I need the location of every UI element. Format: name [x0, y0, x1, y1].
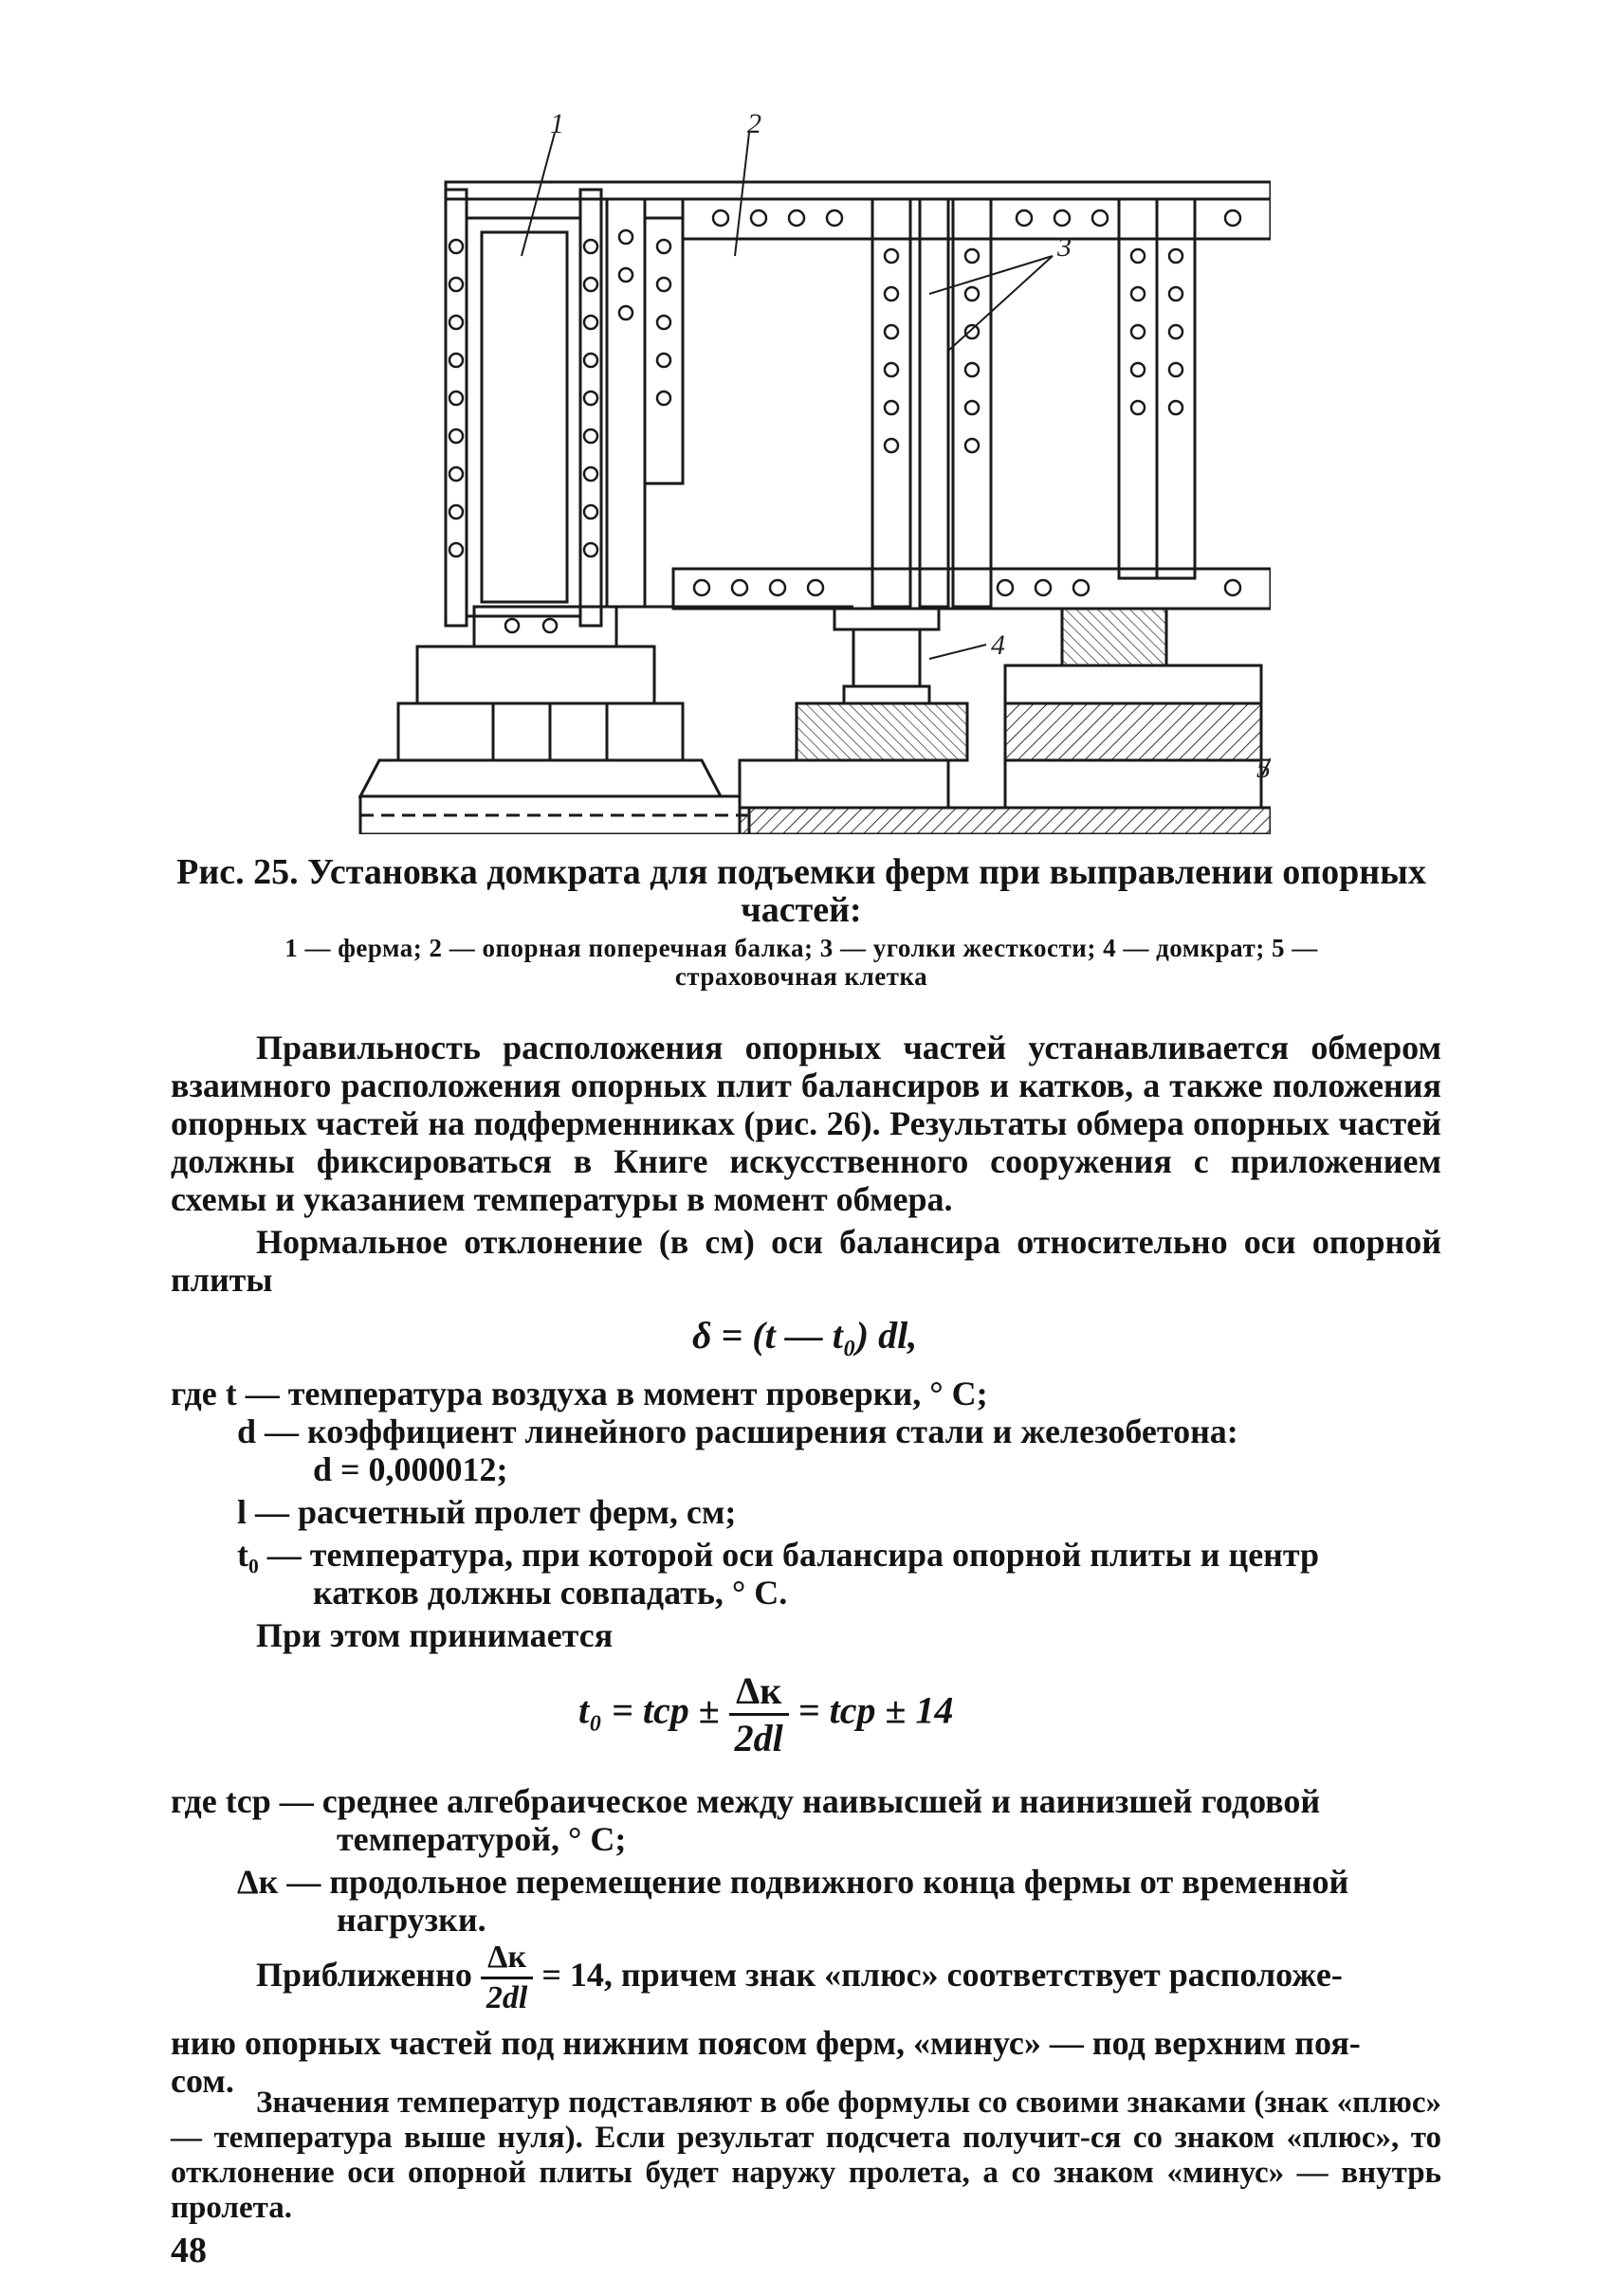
figure-label-2: 2	[747, 114, 761, 139]
formula-t0	[578, 1668, 953, 1760]
approx-fraction	[481, 1939, 533, 2017]
figure-label-3: 3	[1057, 231, 1072, 263]
formula-t0-right: = tср ± 14	[797, 1688, 954, 1732]
where2-line1: где tср — среднее алгебраическое между наивысшей и наинизшей годовой	[171, 1782, 1321, 1820]
paragraph-1: Правильность расположения опорных частей устанавливается обмером взаимного расположения опорных плит балансиров и катков, а также положения опорных частей на подферменниках (рис. 26). Результаты обмера опорных частей должны фиксироваться в Книге искусственного сооружения с приложением схемы и указанием температуры в момент обмера.	[171, 1029, 1441, 1218]
formula-delta	[692, 1313, 917, 1358]
figure-jack-installation	[322, 114, 1271, 834]
paragraph-2: Нормальное отклонение (в см) оси балансира относительно оси опорной плиты	[171, 1223, 1441, 1299]
formula-t0-left: t₀ = tср ±	[578, 1688, 720, 1732]
where2-line2: температурой, ° С;	[337, 1820, 627, 1858]
where1-line1: где t — температура воздуха в момент проверки, ° С;	[171, 1375, 988, 1412]
where1-line3: d = 0,000012;	[313, 1450, 508, 1488]
formula-t0-fraction	[729, 1668, 789, 1760]
where1-line4: l — расчетный пролет ферм, см;	[237, 1493, 737, 1531]
where1-line5: t₀ — температура, при которой оси балансира опорной плиты и центр	[237, 1536, 1320, 1574]
approx-den: 2dl	[486, 1980, 528, 2015]
page-number: 48	[171, 2231, 207, 2270]
figure-label-1: 1	[550, 114, 564, 139]
where2-line3: Δк — продольное перемещение подвижного конца фермы от временной	[237, 1863, 1349, 1901]
paragraph-3: При этом принимается	[256, 1616, 614, 1654]
figure-caption	[171, 853, 1432, 929]
approx-lead: Приближенно	[256, 1955, 472, 1994]
figure-label-4: 4	[991, 629, 1005, 661]
caption-title-line2: частей:	[741, 890, 862, 930]
approx-tail: = 14, причем знак «плюс» соответствует расположе-	[541, 1955, 1343, 1994]
transverse-beam-bottom	[673, 569, 1271, 609]
approx-cont: нию опорных частей под нижним поясом ферм, «минус» — под верхним поя-	[171, 2024, 1361, 2062]
safety-crib	[1005, 665, 1261, 703]
jack	[853, 629, 920, 686]
approx-num: Δк	[481, 1939, 533, 1979]
truss-chord-left	[446, 190, 467, 626]
approx-line	[256, 1939, 1343, 2017]
legend-line1: 1 — ферма; 2 — опорная поперечная балка; 3 — уголки жесткости; 4 — домкрат; 5 —	[284, 934, 1318, 962]
paragraph-4: Значения температур подставляют в обе формулы со своими знаками (знак «плюс» — температура выше нуля). Если результат подсчета получит-ся со знаком «плюс», то отклонение оси опорной плиты будет наружу пролета, а со знаком «минус» — внутрь пролета.	[171, 2086, 1441, 2225]
legend-line2: страховочная клетка	[674, 962, 928, 991]
figure-label-5: 5	[1256, 753, 1271, 784]
engineering-drawing	[322, 114, 1271, 834]
where2-line4: нагрузки.	[337, 1901, 486, 1939]
figure-legend	[171, 934, 1432, 991]
where1-line2: d — коэффициент линейного расширения стали и железобетона:	[237, 1412, 1238, 1450]
formula-delta-text: δ = (t — t₀) dl,	[692, 1314, 918, 1357]
approx-cont2: сом.	[171, 2062, 234, 2100]
caption-title-line1: Рис. 25. Установка домкрата для подъемки ферм при выправлении опорных	[176, 852, 1426, 892]
transverse-beam-top	[683, 199, 1271, 239]
formula-t0-den: 2dl	[734, 1717, 783, 1759]
formula-t0-num: Δк	[729, 1668, 789, 1716]
where1-line6: катков должны совпадать, ° С.	[313, 1574, 788, 1612]
